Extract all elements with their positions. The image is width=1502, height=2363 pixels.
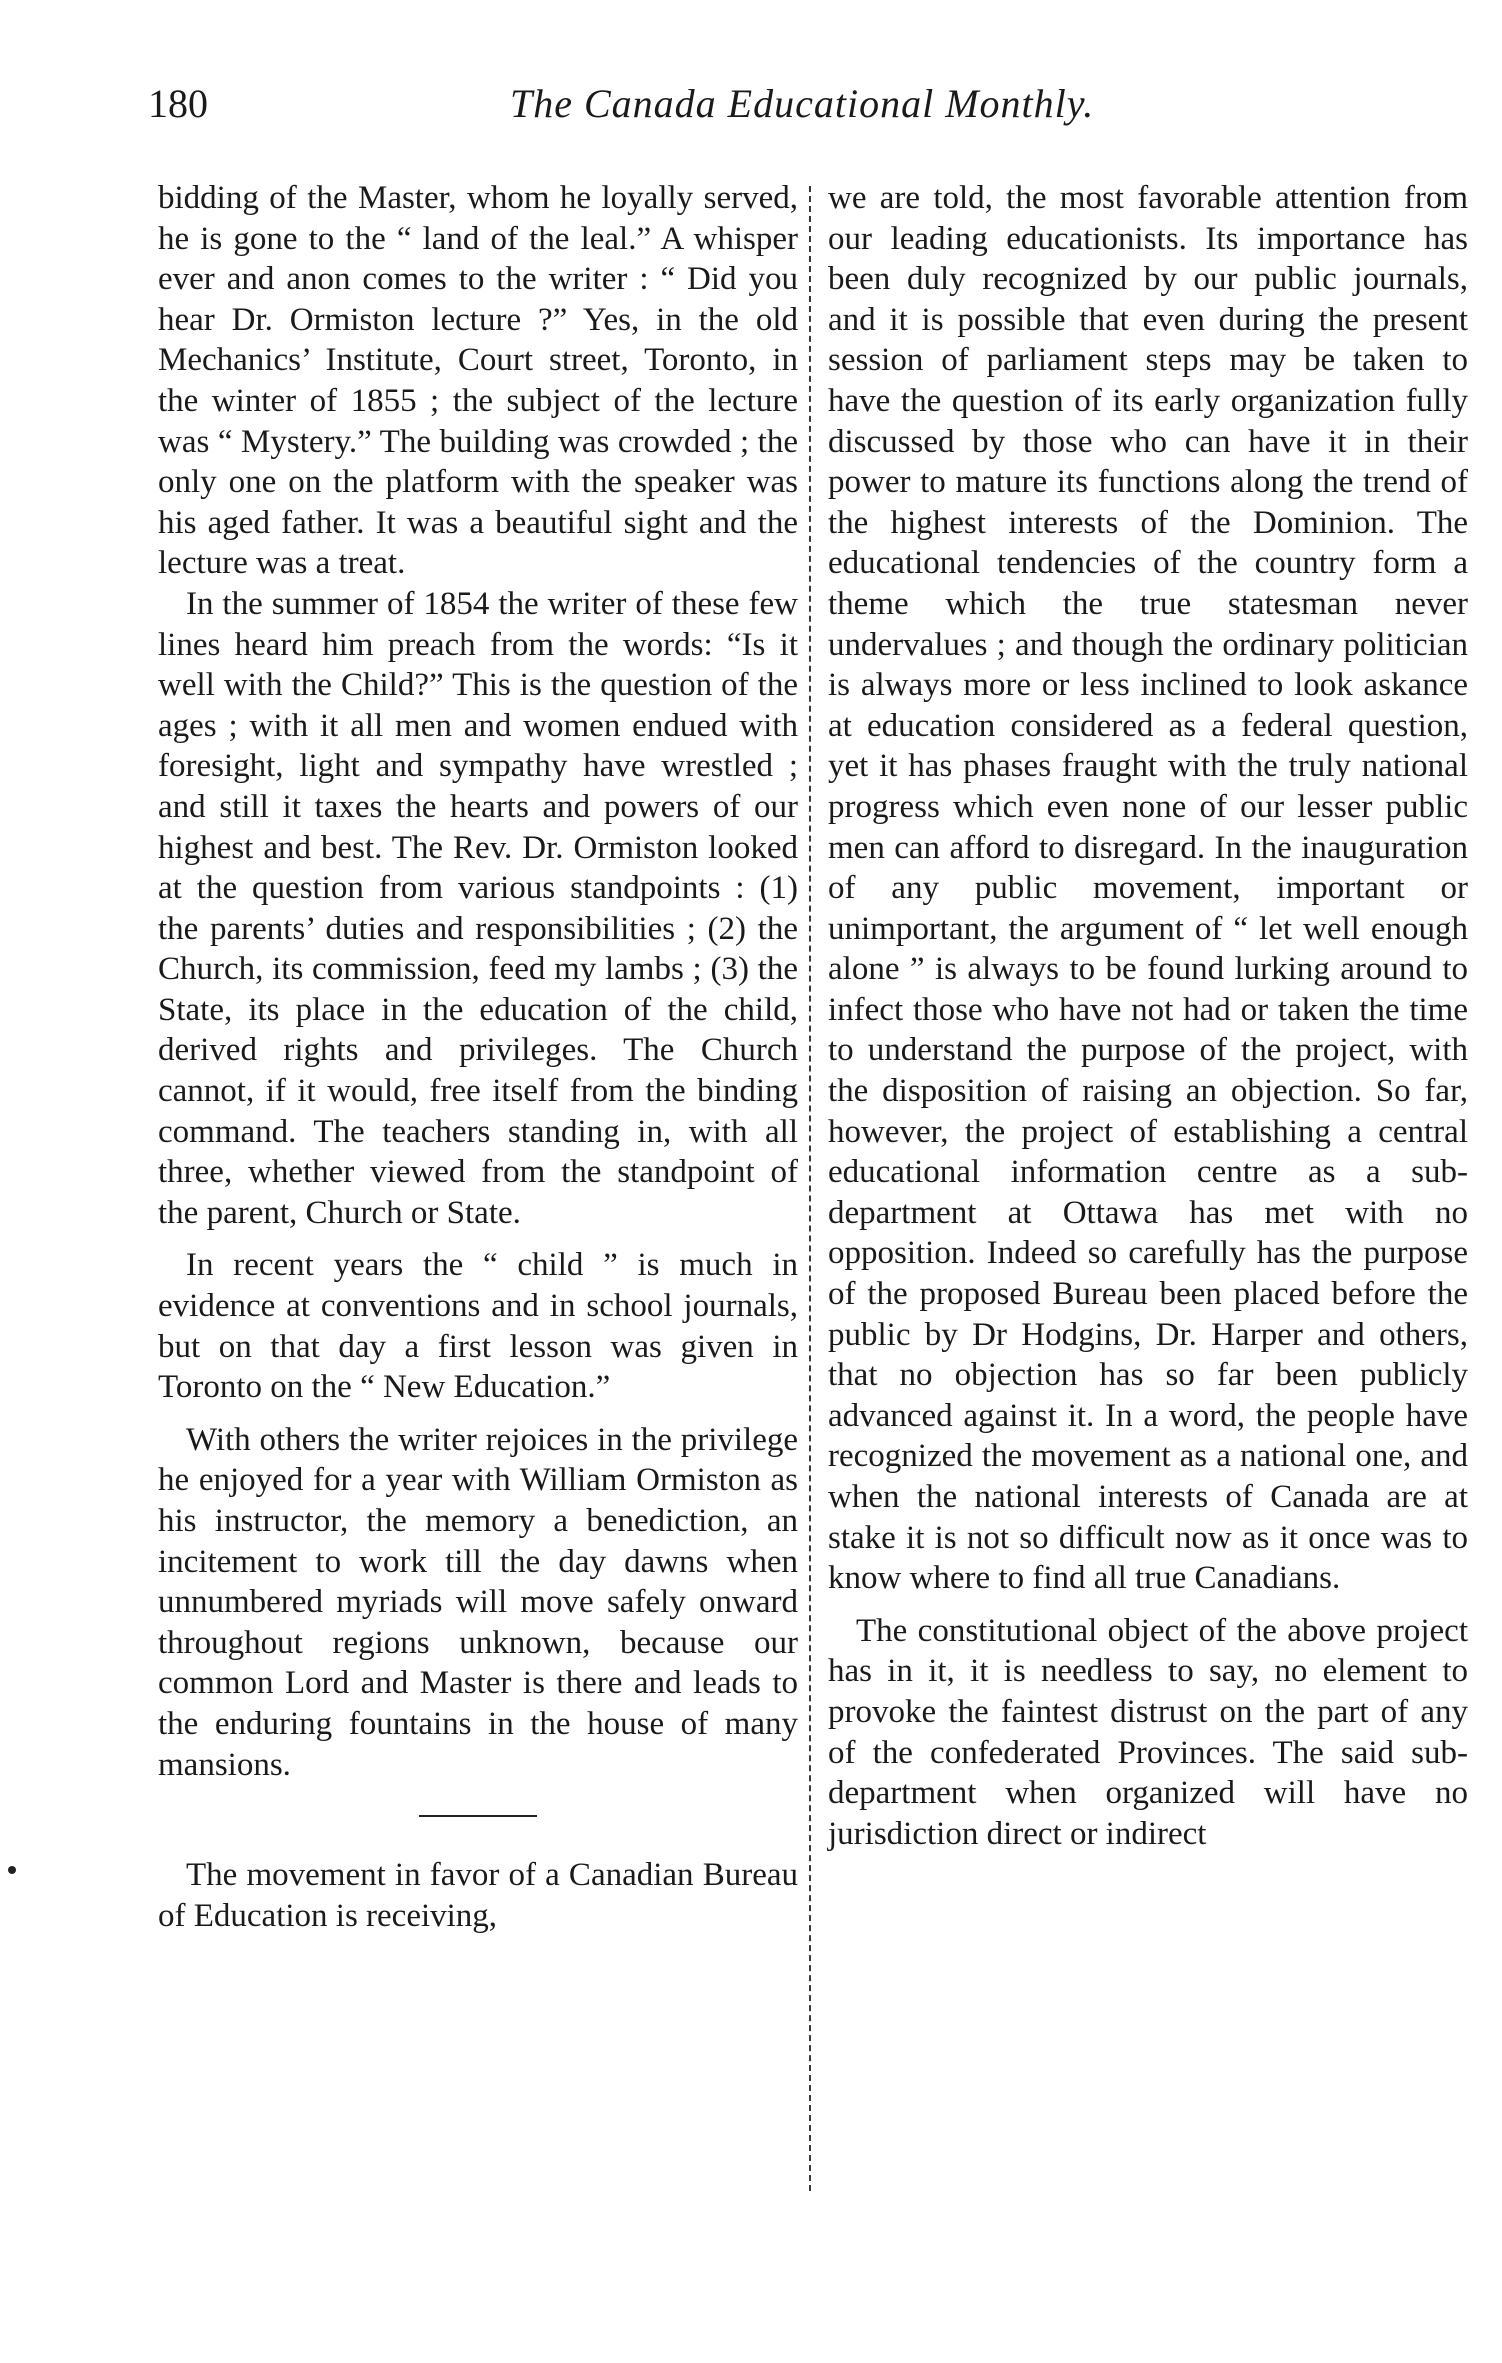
paragraph-constitutional-object: The constitutional object of the above project has in it, it is needless to say, no element to provoke the faintest distrust on the part of any of the confederated Provinces. The said sub-department when organized will have no jurisdiction direct or indirect <box>828 1612 1468 1852</box>
paragraph-privilege: With others the writer rejoices in the privilege he enjoyed for a year with William Ormiston as his instructor, the memory a benediction, an incitement to work till the day dawns when unnumbered myriads will move safely onward throughout regions unknown, because our common Lord and Master is there and leads to the enduring fountains in the house of many mansions. <box>158 1421 798 1783</box>
margin-dot <box>8 1866 16 1874</box>
paragraph-ormiston-tribute: bidding of the Master, whom he loyally served, he is gone to the “ land of the leal.” A whisper ever and anon comes to the writer : “ Did you hear Dr. Ormiston lecture ?” Yes, in the old Mechanics’ Institute, Court street, Toronto, in the winter of 1855 ; the subject of the lecture was “ Mystery.” The building was crowded ; the only one on the platform with the speaker was his aged father. It was a beautiful sight and the lecture was a treat. <box>158 180 798 582</box>
paragraph-bureau-movement: The movement in favor of a Canadian Bureau of Education is receiving, <box>158 1857 798 1934</box>
paragraph-bureau-attention: we are told, the most favorable attention from our leading educationists. Its importance has been duly recognized by our public journals, and it is possible that even during the present session of parliament steps may be taken to have the question of its early organization fully discussed by those who can have it in their power to mature its functions along the trend of the highest interests of the Dominion. The educational tendencies of the country form a theme which the true statesman never undervalues ; and though the ordinary politician is always more or less inclined to look askance at education considered as a federal question, yet it has phases fraught with the truly national progress which even none of our lesser public men can afford to disregard. In the inauguration of any public movement, important or unimportant, the argument of “ let well enough alone ” is always to be found lurking around to infect those who have not had or taken the time to understand the purpose of the project, with the disposition of raising an objection. So far, however, the project of establishing a central educational information centre as a sub-department at Ottawa has met with no opposition. Indeed so carefully has the purpose of the proposed Bureau been placed before the public by Dr Hodgins, Dr. Harper and others, that no objection has so far been publicly advanced against it. In a word, the people have recognized the movement as a national one, and when the national interests of Canada are at stake it is not so difficult now as it once was to know where to find all true Canadians. <box>828 180 1468 1597</box>
section-separator <box>419 1815 537 1817</box>
right-column <box>828 178 1468 1854</box>
running-title: The Canada Educational Monthly. <box>510 81 1095 126</box>
left-column <box>158 178 798 1936</box>
paragraph-1854-sermon: In the summer of 1854 the writer of these few lines heard him preach from the words: “Is it well with the Child?” This is the question of the ages ; with it all men and women endued with foresight, light and sympathy have wrestled ; and still it taxes the hearts and powers of our highest and best. The Rev. Dr. Ormiston looked at the question from various standpoints : (1) the parents’ duties and responsibilities ; (2) the Church, its commission, feed my lambs ; (3) the State, its place in the education of the child, derived rights and privileges. The Church cannot, if it would, free itself from the binding command. The teachers standing in, with all three, whether viewed from the standpoint of the parent, Church or State. <box>158 585 798 1231</box>
page-number: 180 <box>148 81 208 126</box>
column-divider <box>809 186 811 2191</box>
paragraph-new-education: In recent years the “ child ” is much in evidence at conventions and in school journals, but on that day a first lesson was given in Toronto on the “ New Education.” <box>158 1247 798 1406</box>
